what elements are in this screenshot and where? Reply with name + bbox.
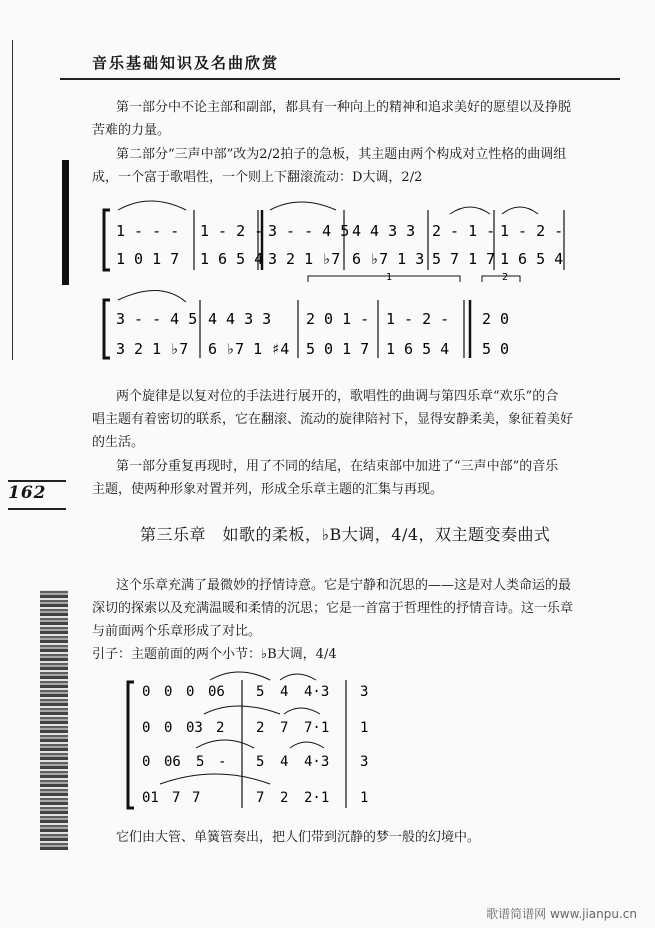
measure-notes: 1 0 1 7 [116, 250, 180, 268]
page-edge-rule [12, 40, 13, 360]
note: 7·1 [304, 720, 330, 736]
paragraph-line: 引子：主题前面的两个小节：♭B大调，4/4 [92, 647, 337, 662]
measure-notes: 5 7 1 7 [432, 250, 496, 268]
scan-edge-artifact [40, 590, 68, 850]
measure-notes: 5 0 [482, 340, 510, 358]
note: 4·3 [304, 754, 330, 770]
paragraph-line: 与前面两个乐章形成了对比。 [92, 624, 262, 639]
measure-notes: 3 2 1 ♭7 [116, 340, 189, 358]
note: 0 [142, 720, 151, 736]
running-header-title: 音乐基础知识及名曲欣赏 [92, 54, 280, 72]
note: 3 [360, 684, 369, 700]
measure-notes: 3 - - 4 5 [116, 310, 198, 328]
note: 0 [164, 720, 173, 736]
measure-notes: 4 4 3 3 [208, 310, 272, 328]
system-bracket [104, 210, 110, 270]
paragraph-line: 第一部分重复再现时，用了不同的结尾，在结束部中加进了“三声中部”的音乐 [116, 459, 559, 474]
measure-notes: 4 4 3 3 [352, 222, 416, 240]
system-bracket [104, 300, 110, 358]
page-number: 162 [8, 483, 47, 503]
measure-notes: 1 6 5 4 [386, 340, 450, 358]
note: 0 [164, 684, 173, 700]
measure-notes: 1 - 2 - [200, 222, 264, 240]
note: 0 [142, 754, 151, 770]
note: 4·3 [304, 684, 330, 700]
note: 0 [186, 684, 195, 700]
paragraph-line: 它们由大管、单簧管奏出，把人们带到沉静的梦一般的幻境中。 [116, 830, 481, 845]
measure-notes: 5 0 1 7 [306, 340, 370, 358]
note: 2 [216, 720, 225, 736]
paragraph-line: 主题，使两种形象对置并列，形成全乐章主题的汇集与再现。 [92, 482, 444, 497]
note: 2·1 [304, 790, 330, 806]
paragraph-line: 的生活。 [92, 435, 145, 450]
measure-notes: 3 2 1 ♭7 [268, 250, 341, 268]
measure-notes: 1 6 5 4 [200, 250, 264, 268]
note: 01 [142, 790, 159, 806]
measure-notes: 1 6 5 4 [500, 250, 564, 268]
paragraph-line: 两个旋律是以复对位的手法进行展开的，歌唱性的曲调与第四乐章“欢乐”的合 [116, 389, 559, 404]
note: 5 [256, 684, 265, 700]
paragraph-line: 这个乐章充满了最微妙的抒情诗意。它是宁静和沉思的——这是对人类命运的最 [116, 578, 572, 593]
score-example-2 [120, 668, 420, 818]
header-rule [60, 78, 620, 80]
measure-notes: 1 - - - [116, 222, 180, 240]
measure-notes: 6 ♭7 1 ♯4 [208, 340, 290, 358]
measure-notes: 2 0 [482, 310, 510, 328]
paragraph-line: 唱主题有着密切的联系，它在翻滚、流动的旋律陪衬下，显得安静柔美，象征着美好 [92, 412, 574, 427]
site-watermark: 歌谱简谱网 www.jianpu.cn [486, 907, 637, 921]
paragraph-line: 成，一个富于歌唱性，一个则上下翻滚流动：D大调，2/2 [92, 170, 423, 185]
note: 03 [186, 720, 203, 736]
paragraph-line: 苦难的力量。 [92, 123, 171, 138]
section-heading: 第三乐章 如歌的柔板，♭B大调，4/4，双主题变奏曲式 [140, 525, 551, 544]
note: 7 [256, 790, 265, 806]
note: 5 [256, 754, 265, 770]
note: 5 [196, 754, 205, 770]
note: 7 [192, 790, 201, 806]
measure-notes: 3 - - 4 5 [268, 222, 350, 240]
note: - [218, 754, 227, 770]
note: 3 [360, 754, 369, 770]
volta-label: 2 [502, 272, 509, 283]
note: 4 [280, 684, 289, 700]
measure-notes: 6 ♭7 1 3 [352, 250, 425, 268]
paragraph-line: 深切的探索以及充满温暖和柔情的沉思；它是一首富于哲理性的抒情音诗。这一乐章 [92, 601, 574, 616]
note: 06 [164, 754, 181, 770]
score-example-1 [90, 190, 610, 380]
measure-notes: 2 0 1 - [306, 310, 370, 328]
note: 06 [208, 684, 225, 700]
note: 7 [172, 790, 181, 806]
measure-notes: 2 - 1 - [432, 222, 496, 240]
note: 2 [256, 720, 265, 736]
volta-label: 1 [386, 272, 393, 283]
note: 0 [142, 684, 151, 700]
note: 1 [360, 790, 369, 806]
note: 7 [280, 720, 289, 736]
note: 1 [360, 720, 369, 736]
note: 4 [280, 754, 289, 770]
system-bracket [128, 682, 134, 808]
paragraph-line: 第一部分中不论主部和副部，都具有一种向上的精神和追求美好的愿望以及挣脱 [116, 100, 572, 115]
measure-notes: 1 - 2 - [386, 310, 450, 328]
measure-notes: 1 - 2 - [500, 222, 564, 240]
paragraph-line: 第二部分“三声中部”改为2/2拍子的急板，其主题由两个构成对立性格的曲调组 [116, 147, 567, 162]
margin-marker-bar [62, 160, 69, 285]
note: 2 [280, 790, 289, 806]
